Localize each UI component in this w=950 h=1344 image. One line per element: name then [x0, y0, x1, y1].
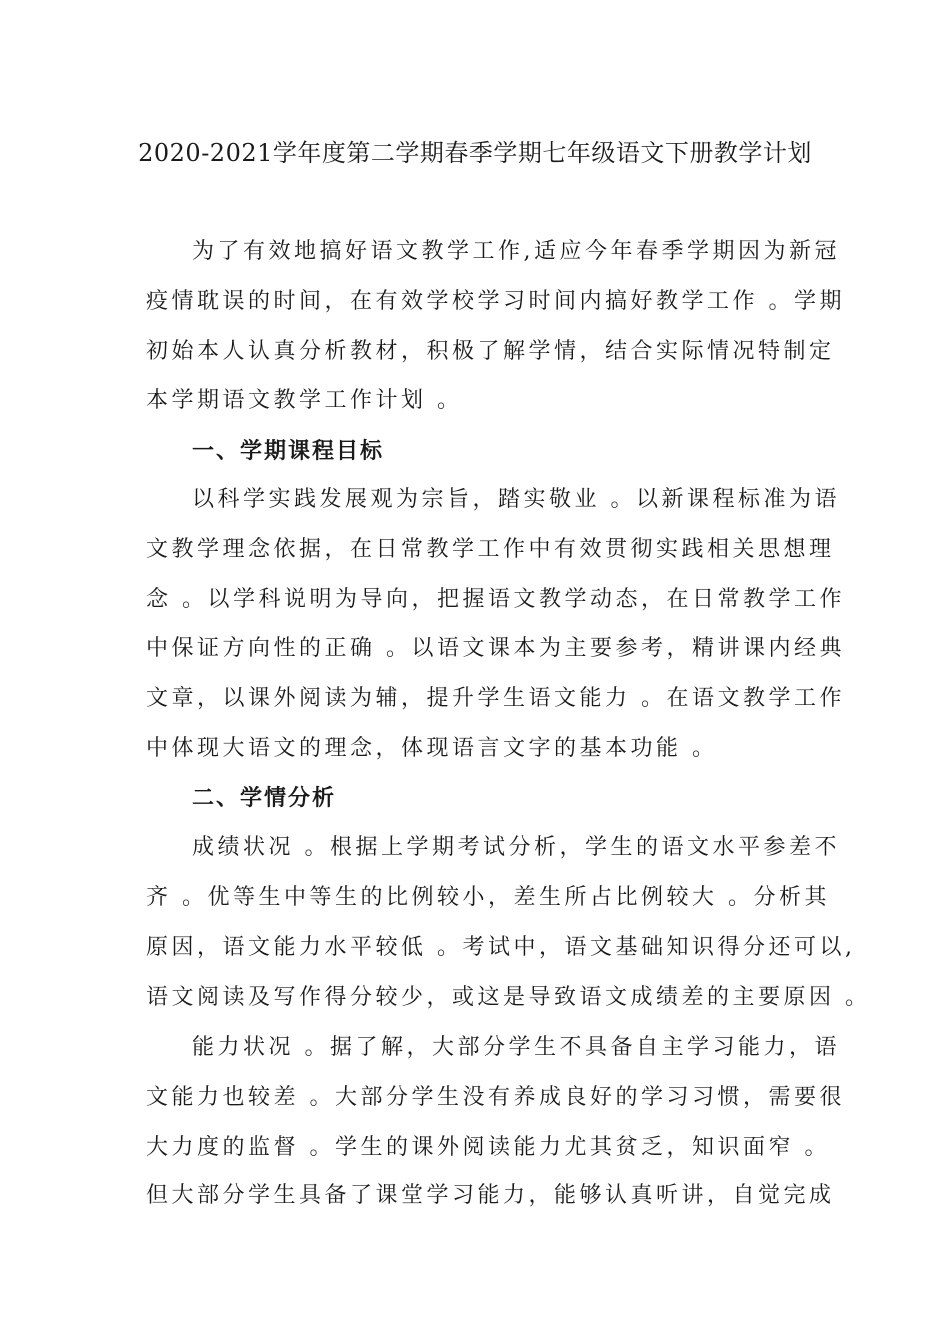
text-line: 成绩状况 。根据上学期考试分析，学生的语文水平参差不	[192, 835, 840, 860]
text-line: 为了有效地搞好语文教学工作,适应今年春季学期因为新冠	[192, 239, 840, 264]
text-line: 但大部分学生具备了课堂学习能力，能够认真听讲，自觉完成	[146, 1183, 835, 1208]
text-line: 文章，以课外阅读为辅，提升学生语文能力 。在语文教学工作	[146, 686, 845, 711]
text-line: 中体现大语文的理念，体现语言文字的基本功能 。	[146, 736, 718, 761]
text-line: 中保证方向性的正确 。以语文课本为主要参考，精讲课内经典	[146, 636, 845, 661]
text-line: 齐 。优等生中等生的比例较小，差生所占比例较大 。分析其	[146, 885, 830, 910]
text-line: 能力状况 。据了解，大部分学生不具备自主学习能力，语	[192, 1035, 840, 1060]
text-line: 疫情耽误的时间，在有效学校学习时间内搞好教学工作 。学期	[146, 289, 845, 314]
text-line: 以科学实践发展观为宗旨，踏实敬业 。以新课程标准为语	[192, 487, 840, 512]
text-line: 大力度的监督 。学生的课外阅读能力尤其贫乏，知识面窄 。	[146, 1135, 830, 1160]
section-heading-analysis: 二、学情分析	[192, 786, 337, 811]
text-line: 原因，语文能力水平较低 。考试中，语文基础知识得分还可以,	[146, 935, 856, 960]
text-line: 文教学理念依据，在日常教学工作中有效贯彻实践相关思想理	[146, 537, 835, 562]
section-heading-goals: 一、学期课程目标	[192, 439, 385, 464]
document-title: 2020-2021学年度第二学期春季学期七年级语文下册教学计划	[138, 139, 812, 167]
text-line: 语文阅读及写作得分较少，或这是导致语文成绩差的主要原因 。	[146, 985, 871, 1010]
text-line: 念 。以学科说明为导向，把握语文教学动态，在日常教学工作	[146, 587, 845, 612]
text-line: 本学期语文教学工作计划 。	[146, 388, 463, 413]
text-line: 文能力也较差 。大部分学生没有养成良好的学习习惯，需要很	[146, 1085, 845, 1110]
text-line: 初始本人认真分析教材，积极了解学情，结合实际情况特制定	[146, 339, 835, 364]
